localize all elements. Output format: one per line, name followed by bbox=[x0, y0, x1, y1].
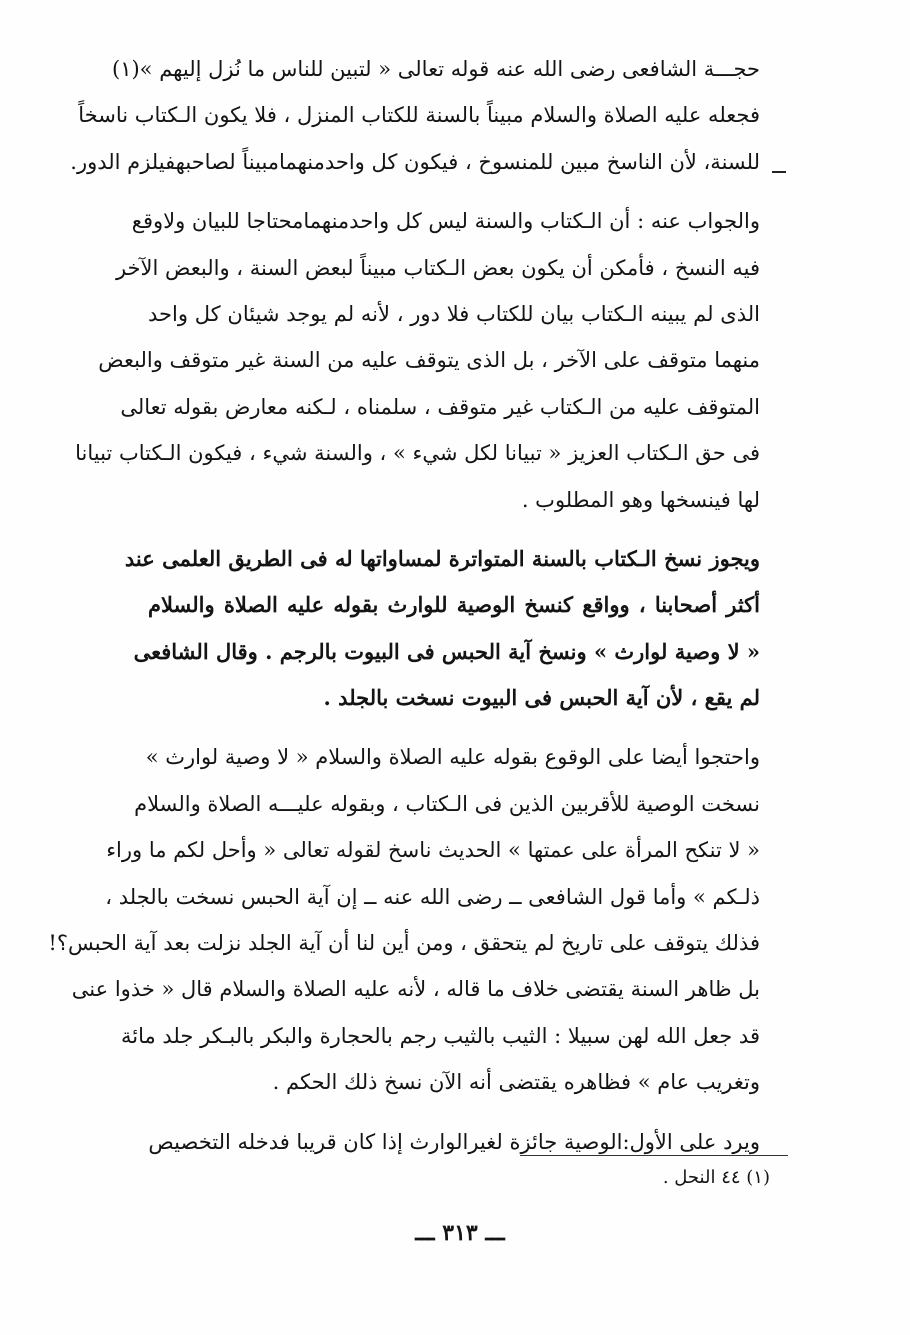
text-line: والجواب عنه : أن الـكتاب والسنة ليس كل واحدمنهمامحتاجا للبيان ولاوقع bbox=[131, 209, 760, 234]
body-text bbox=[48, 46, 760, 1178]
text-line: نسخت الوصية للأقربين الذين فى الـكتاب ، وبقوله عليـــه الصلاة والسلام bbox=[134, 791, 760, 816]
footnote: (١) ٤٤ النحل . bbox=[662, 1167, 770, 1188]
text-line: قد جعل الله لهن سبيلا : الثيب بالثيب رجم بالحجارة والبكر بالبـكر جلد مائة bbox=[120, 1023, 760, 1048]
text-line: فيه النسخ ، فأمكن أن يكون بعض الـكتاب مبيناً لبعض السنة ، والبعض الآخر bbox=[115, 255, 760, 280]
text-line: للسنة، لأن الناسخ مبين للمنسوخ ، فيكون كل واحدمنهمامبيناً لصاحبهفيلزم الدور. bbox=[70, 149, 760, 174]
text-line: فى حق الـكتاب العزيز « تبيانا لكل شيء » ، والسنة شيء ، فيكون الـكتاب تبيانا bbox=[75, 441, 760, 466]
text-line: « لا تنكح المرأة على عمتها » الحديث ناسخ لقوله تعالى « وأحل لكم ما وراء bbox=[106, 838, 760, 863]
text-line: ويرد على الأول:الوصية جائزة لغيرالوارث إذا كان قريبا فدخله التخصيص bbox=[148, 1129, 760, 1154]
text-line: ذلـكم » وأما قول الشافعى ــ رضى الله عنه ــ إن آية الحبس نسخت بالجلد ، bbox=[105, 884, 760, 909]
text-line: أكثر أصحابنا ، وواقع كنسخ الوصية للوارث بقوله عليه الصلاة والسلام bbox=[148, 592, 760, 618]
text-line: حجـــة الشافعى رضى الله عنه قوله تعالى « لتبين للناس ما نُزل إليهم »(١) bbox=[112, 57, 760, 81]
paragraph bbox=[148, 1119, 760, 1165]
text-line: واحتجوا أيضا على الوقوع بقوله عليه الصلاة والسلام « لا وصية لوارث » bbox=[145, 745, 760, 770]
text-line: وتغريب عام » فظاهره يقتضى أنه الآن نسخ ذلك الحكم . bbox=[272, 1070, 760, 1095]
text-line: فذلك يتوقف على تاريخ لم يتحقق ، ومن أين لنا أن آية الجلد نزلت بعد آية الحبس؟! bbox=[48, 931, 760, 956]
paragraph bbox=[48, 734, 760, 1105]
page-number: ـــ ٣١٣ ـــ bbox=[415, 1220, 505, 1246]
paragraph bbox=[70, 46, 760, 185]
text-line: لها فينسخها وهو المطلوب . bbox=[521, 487, 760, 512]
text-line: « لا وصية لوارث » ونسخ آية الحبس فى البيوت بالرجم . وقال الشافعى bbox=[133, 638, 760, 664]
text-line: منهما متوقف على الآخر ، بل الذى يتوقف عليه من السنة غير متوقف والبعض bbox=[98, 348, 760, 373]
text-line: الذى لم يبينه الـكتاب بيان للكتاب فلا دور ، لأنه لم يوجد شيئان كل واحد bbox=[148, 301, 760, 326]
footnote-rule bbox=[520, 1155, 788, 1156]
text-line: لم يقع ، لأن آية الحبس فى البيوت نسخت بالجلد . bbox=[323, 685, 760, 711]
paragraph bbox=[75, 198, 760, 523]
text-line: بل ظاهر السنة يقتضى خلاف ما قاله ، لأنه عليه الصلاة والسلام قال « خذوا عنى bbox=[71, 977, 760, 1002]
margin-mark bbox=[772, 171, 786, 173]
text-line: فجعله عليه الصلاة والسلام مبيناً بالسنة للكتاب المنزل ، فلا يكون الـكتاب ناسخاً bbox=[78, 103, 760, 128]
paragraph bbox=[124, 536, 760, 722]
text-line: المتوقف عليه من الـكتاب غير متوقف ، سلمناه ، لـكنه معارض بقوله تعالى bbox=[120, 394, 760, 419]
text-line: ويجوز نسخ الـكتاب بالسنة المتواترة لمساواتها له فى الطريق العلمى عند bbox=[124, 545, 760, 571]
